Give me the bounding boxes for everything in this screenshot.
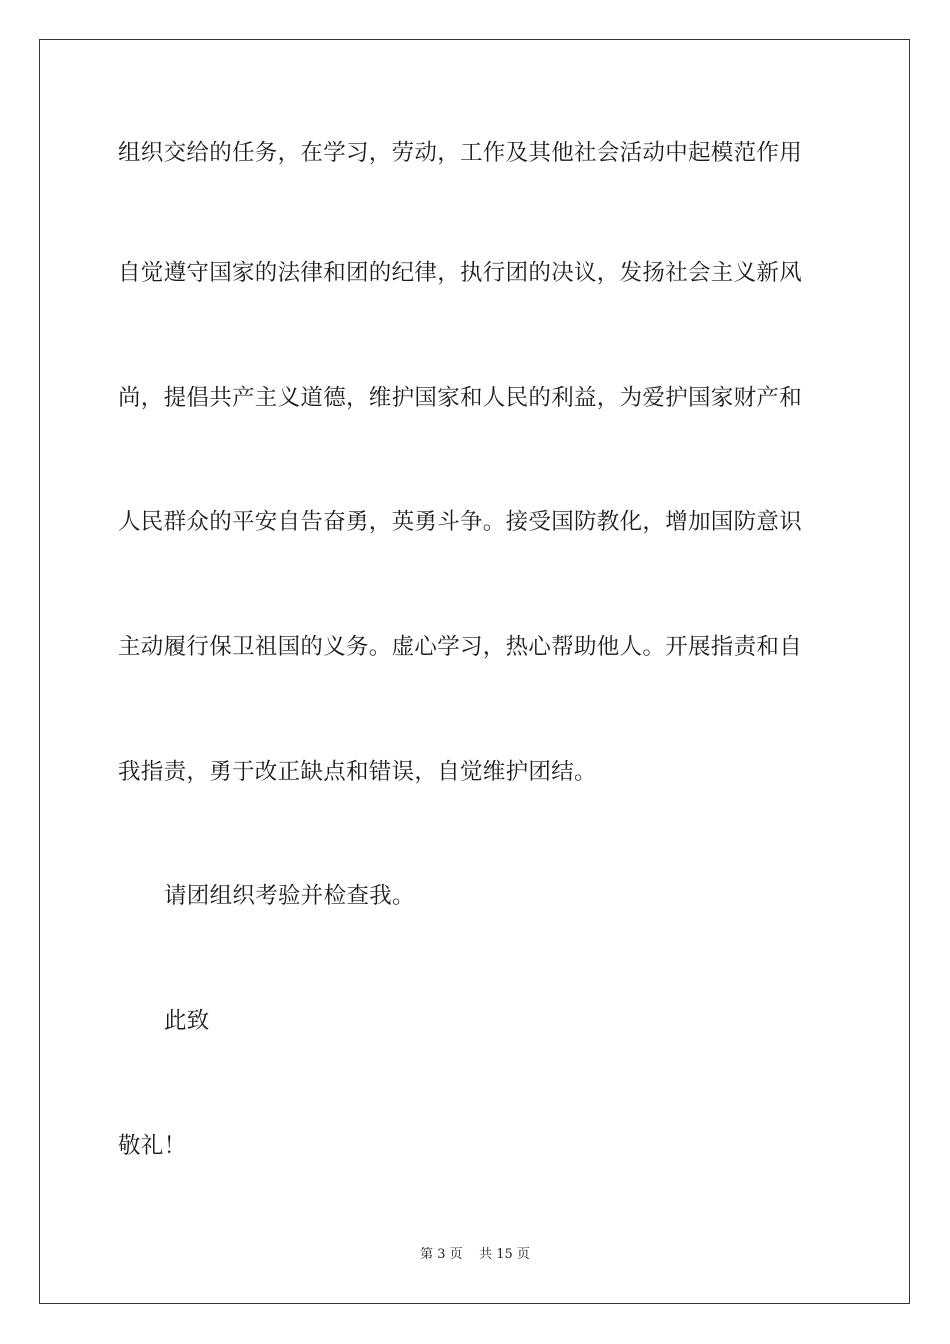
closing-cizhi: 此致 [164, 1008, 210, 1034]
body-line-3: 尚，提倡共产主义道德，维护国家和人民的利益，为爱护国家财产和 [118, 385, 803, 411]
body-line-5: 主动履行保卫祖国的义务。虚心学习，热心帮助他人。开展指责和自 [118, 634, 803, 660]
page-border [39, 39, 910, 1304]
body-line-4: 人民群众的平安自告奋勇，英勇斗争。接受国防教化，增加国防意识 [118, 509, 803, 535]
body-line-2: 自觉遵守国家的法律和团的纪律，执行团的决议，发扬社会主义新风 [118, 260, 803, 286]
page-number-footer: 第 3 页 共 15 页 [420, 1247, 530, 1262]
body-line-1: 组织交给的任务，在学习，劳动，工作及其他社会活动中起模范作用 [118, 140, 803, 166]
body-line-6: 我指责，勇于改正缺点和错误，自觉维护团结。 [118, 759, 597, 785]
closing-jingli: 敬礼！ [118, 1133, 187, 1159]
request-line: 请团组织考验并检查我。 [164, 883, 415, 909]
